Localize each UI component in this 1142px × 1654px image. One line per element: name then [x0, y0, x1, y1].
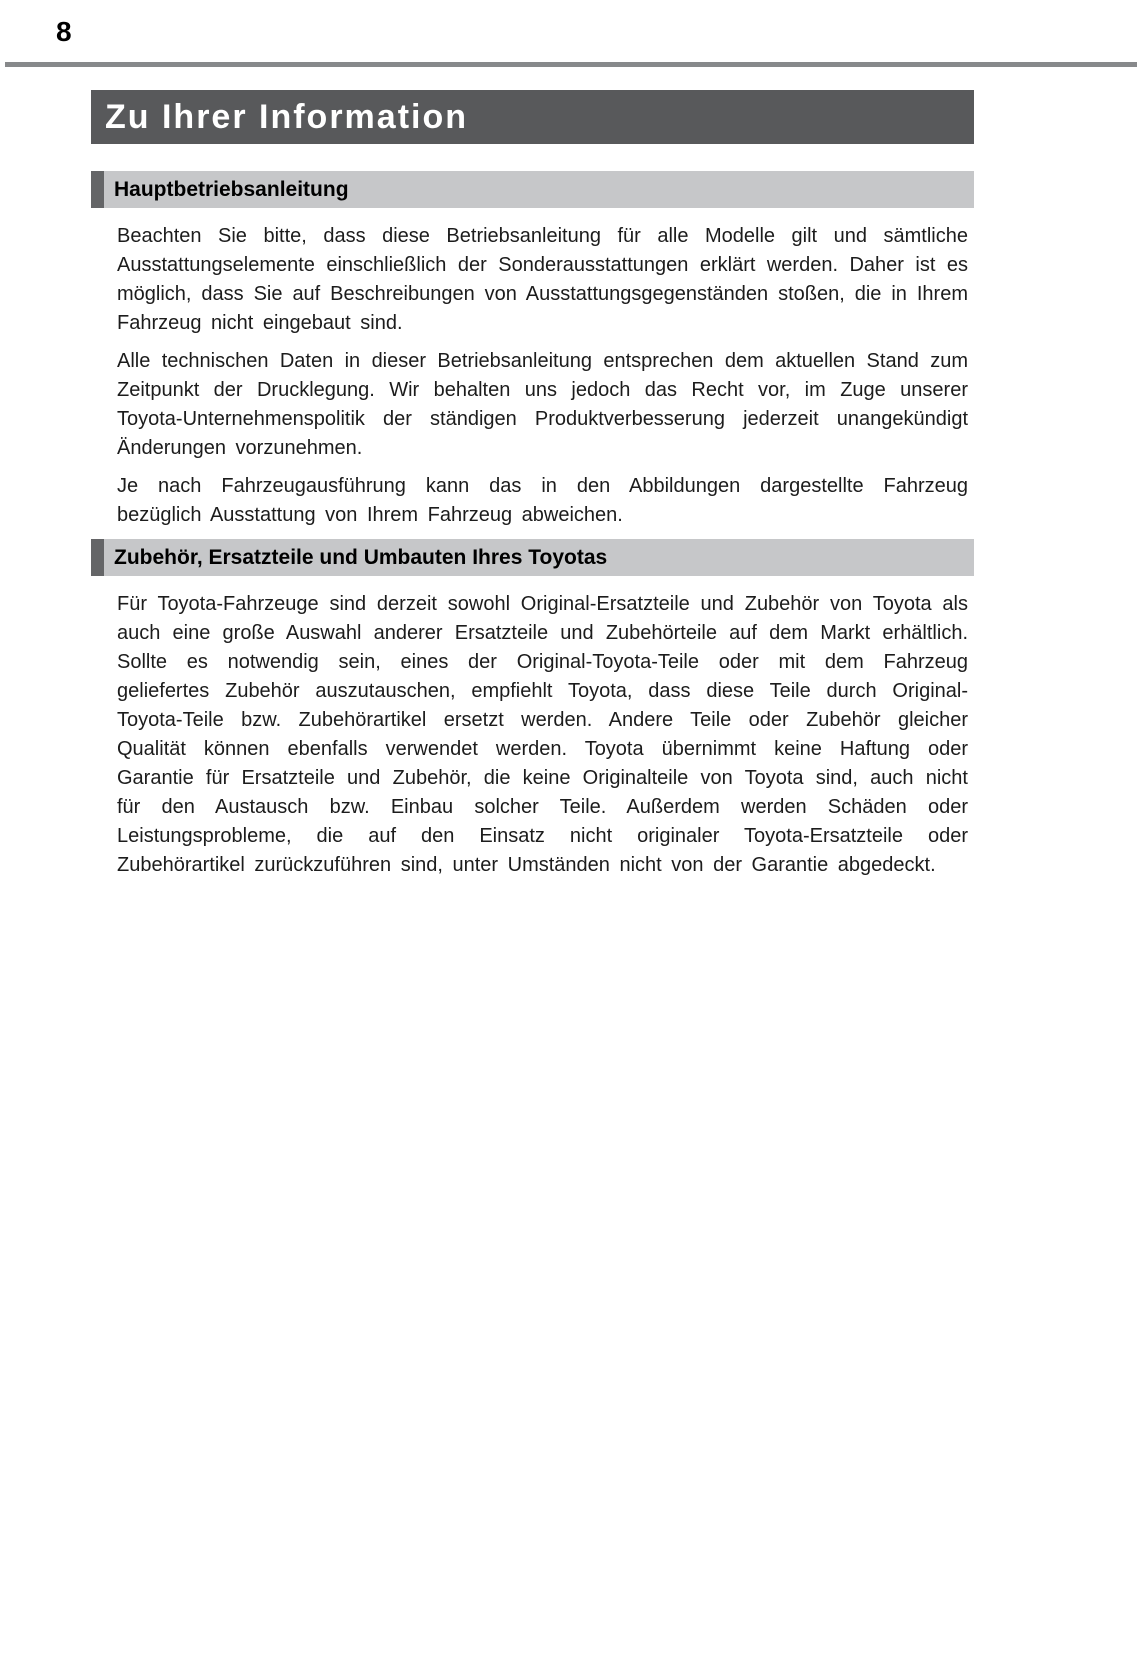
page-content: [91, 90, 974, 889]
body-paragraph: Beachten Sie bitte, dass diese Betriebsanleitung für alle Modelle gilt und sämtliche Ausstattungselemente einschließlich der Sonderausstattungen erklärt werden. Daher ist es möglich, dass Sie auf Beschreibungen von Ausstattungsgegenständen stoßen, die in Ihrem Fahrzeug nicht eingebaut sind.: [117, 225, 968, 334]
top-rule-divider: [5, 62, 1137, 67]
section-zubehoer-ersatzteile: [91, 539, 974, 880]
section-hauptbetriebsanleitung: [91, 171, 974, 530]
section-accent-bar: [91, 171, 104, 208]
section-heading: Zubehör, Ersatzteile und Umbauten Ihres Toyotas: [114, 546, 608, 569]
body-paragraph: Für Toyota-Fahrzeuge sind derzeit sowohl Original-Ersatzteile und Zubehör von Toyota als auch eine große Auswahl anderer Ersatzteile und Zubehörteile auf dem Markt erhältlich. Sollte es notwendig sein, eines der Original-Toyota-Teile oder mit dem Fahrzeug geliefertes Zubehör auszutauschen, empfiehlt Toyota, dass diese Teile durch Original-Toyota-Teile bzw. Zubehörartikel ersetzt werden. Andere Teile oder Zubehör gleicher Qualität können ebenfalls verwendet werden. Toyota übernimmt keine Haftung oder Garantie für Ersatzteile und Zubehör, die keine Originalteile von Toyota sind, auch nicht für den Austausch bzw. Einbau solcher Teile. Außerdem werden Schäden oder Leistungsprobleme, die auf den Einsatz nicht originaler Toyota-Ersatzteile oder Zubehörartikel zurückzuführen sind, unter Umständen nicht von der Garantie abgedeckt.: [117, 593, 968, 876]
body-paragraph: Je nach Fahrzeugausführung kann das in den Abbildungen dargestellte Fahrzeug bezüglich Ausstattung von Ihrem Fahrzeug abweichen.: [117, 475, 968, 526]
section-heading: Hauptbetriebsanleitung: [114, 178, 349, 201]
section-header: [91, 539, 974, 576]
page-number: 8: [56, 16, 72, 47]
body-paragraph: Alle technischen Daten in dieser Betriebsanleitung entsprechen dem aktuellen Stand zum Zeitpunkt der Drucklegung. Wir behalten uns jedoch das Recht vor, im Zuge unserer Toyota-Unternehmenspolitik der ständigen Produktverbesserung jederzeit unangekündigt Änderungen vorzunehmen.: [117, 350, 968, 459]
section-body: [91, 208, 974, 530]
page-title: Zu Ihrer Information: [105, 97, 468, 136]
section-header: [91, 171, 974, 208]
section-accent-bar: [91, 539, 104, 576]
section-body: [91, 576, 974, 880]
page-title-bar: [91, 90, 974, 144]
